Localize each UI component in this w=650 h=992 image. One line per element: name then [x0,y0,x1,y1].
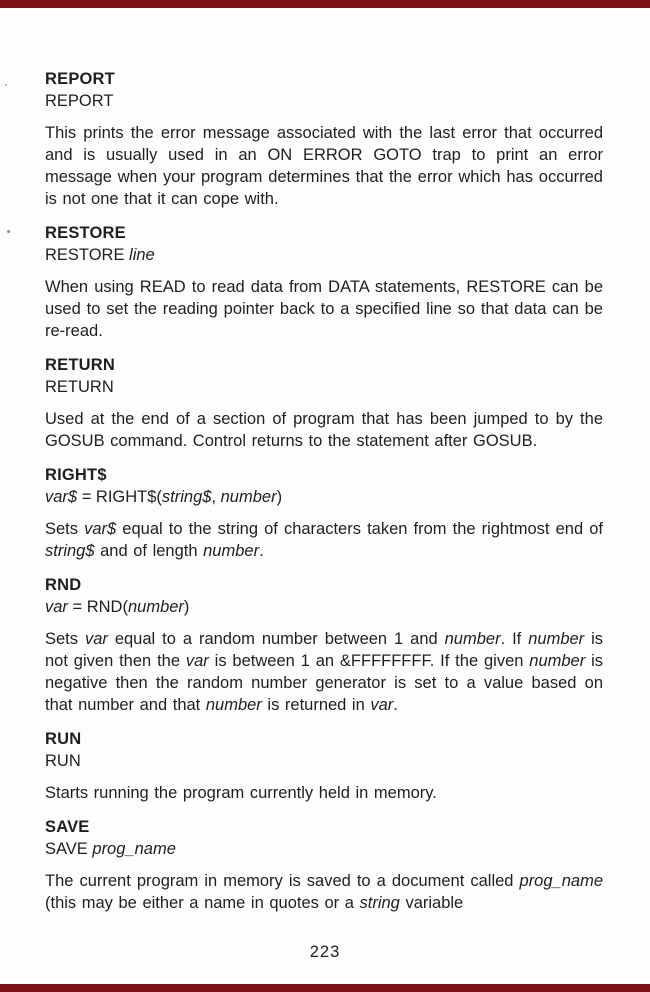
text-run: When using READ to read data from DATA statements, RESTORE can be used to set the reading pointer back to a specified line so that data can be re-read. [45,278,603,340]
text-run: Starts running the program currently held in memory. [45,784,437,802]
section-right [45,464,603,562]
parameter-name: number [529,652,586,670]
command-heading: RESTORE [45,224,126,242]
parameter-name: number [203,542,260,560]
parameter-name: prog_name [519,872,603,890]
command-description [45,628,603,716]
parameter-name: line [129,246,155,264]
parameter-name: number [444,630,501,648]
command-description [45,870,603,914]
scan-artifact [5,84,7,86]
command-syntax [45,486,603,508]
command-heading: RND [45,576,82,594]
section-run [45,728,603,804]
parameter-name: number [220,488,277,506]
command-description [45,276,603,342]
text-run: is negative then the random number generator is set to a value based on that number and that [45,652,604,714]
command-heading: RUN [45,730,82,748]
section-save [45,816,603,914]
text-run: = RND( [67,598,128,616]
text-run: ) [276,488,283,506]
parameter-name: var [45,598,68,616]
command-heading: RETURN [45,356,115,374]
page-content [45,56,603,914]
parameter-name: string$ [161,488,212,506]
text-run: Sets [45,520,85,538]
section-report [45,68,603,210]
text-run: equal to the string of characters taken from the rightmost end of [116,520,603,538]
text-run: The current program in memory is saved to a document called [45,872,520,890]
text-run: and of length [94,542,204,560]
parameter-name: var [185,652,209,670]
text-run: equal to a random number between 1 and [107,630,445,648]
command-syntax [45,90,603,112]
command-heading: SAVE [45,818,90,836]
text-run: is between 1 an &FFFFFFFF. If the given [208,652,530,670]
command-syntax [45,596,603,618]
command-heading: RIGHT$ [45,466,107,484]
command-syntax [45,750,603,772]
text-run: SAVE [45,840,93,858]
text-run: (this may be either a name in quotes or a [45,894,360,912]
text-run: Used at the end of a section of program that has been jumped to by the GOSUB command. Control returns to the statement after GOSUB. [45,410,603,450]
parameter-name: number [528,630,585,648]
command-heading: REPORT [45,70,115,88]
command-description [45,518,603,562]
text-run: . [259,542,264,560]
text-run: . [393,696,398,714]
command-syntax [45,244,603,266]
section-rnd [45,574,603,716]
text-run: variable [399,894,464,912]
command-description [45,408,603,452]
top-edge-bar [0,0,650,8]
text-run: RUN [45,752,81,770]
parameter-name: prog_name [92,840,176,858]
parameter-name: var [370,696,394,714]
text-run: Sets [45,630,85,648]
parameter-name: number [127,598,184,616]
text-run: . If [500,630,529,648]
section-restore [45,222,603,342]
section-return [45,354,603,452]
text-run: ) [183,598,190,616]
command-description [45,122,603,210]
page-number: 223 [309,943,341,961]
parameter-name: string$ [45,542,95,560]
bottom-edge-bar [0,984,650,992]
parameter-name: number [205,696,262,714]
command-syntax [45,376,603,398]
parameter-name: string [359,894,400,912]
text-run: This prints the error message associated with the last error that occurred and is usually used in an ON ERROR GOTO trap to print an error message when your program determines that the error which has occurred is not one that it can cope with. [45,124,603,208]
text-run: is returned in [261,696,371,714]
text-run: is not given then the [45,630,604,670]
text-run: = RIGHT$( [77,488,162,506]
text-run: , [211,488,221,506]
text-run: REPORT [45,92,114,110]
text-run: RETURN [45,378,114,396]
parameter-name: var [84,630,108,648]
parameter-name: var$ [84,520,117,538]
scan-artifact [7,230,10,233]
parameter-name: var$ [45,488,78,506]
command-description [45,782,603,804]
text-run: RESTORE [45,246,130,264]
command-syntax [45,838,603,860]
